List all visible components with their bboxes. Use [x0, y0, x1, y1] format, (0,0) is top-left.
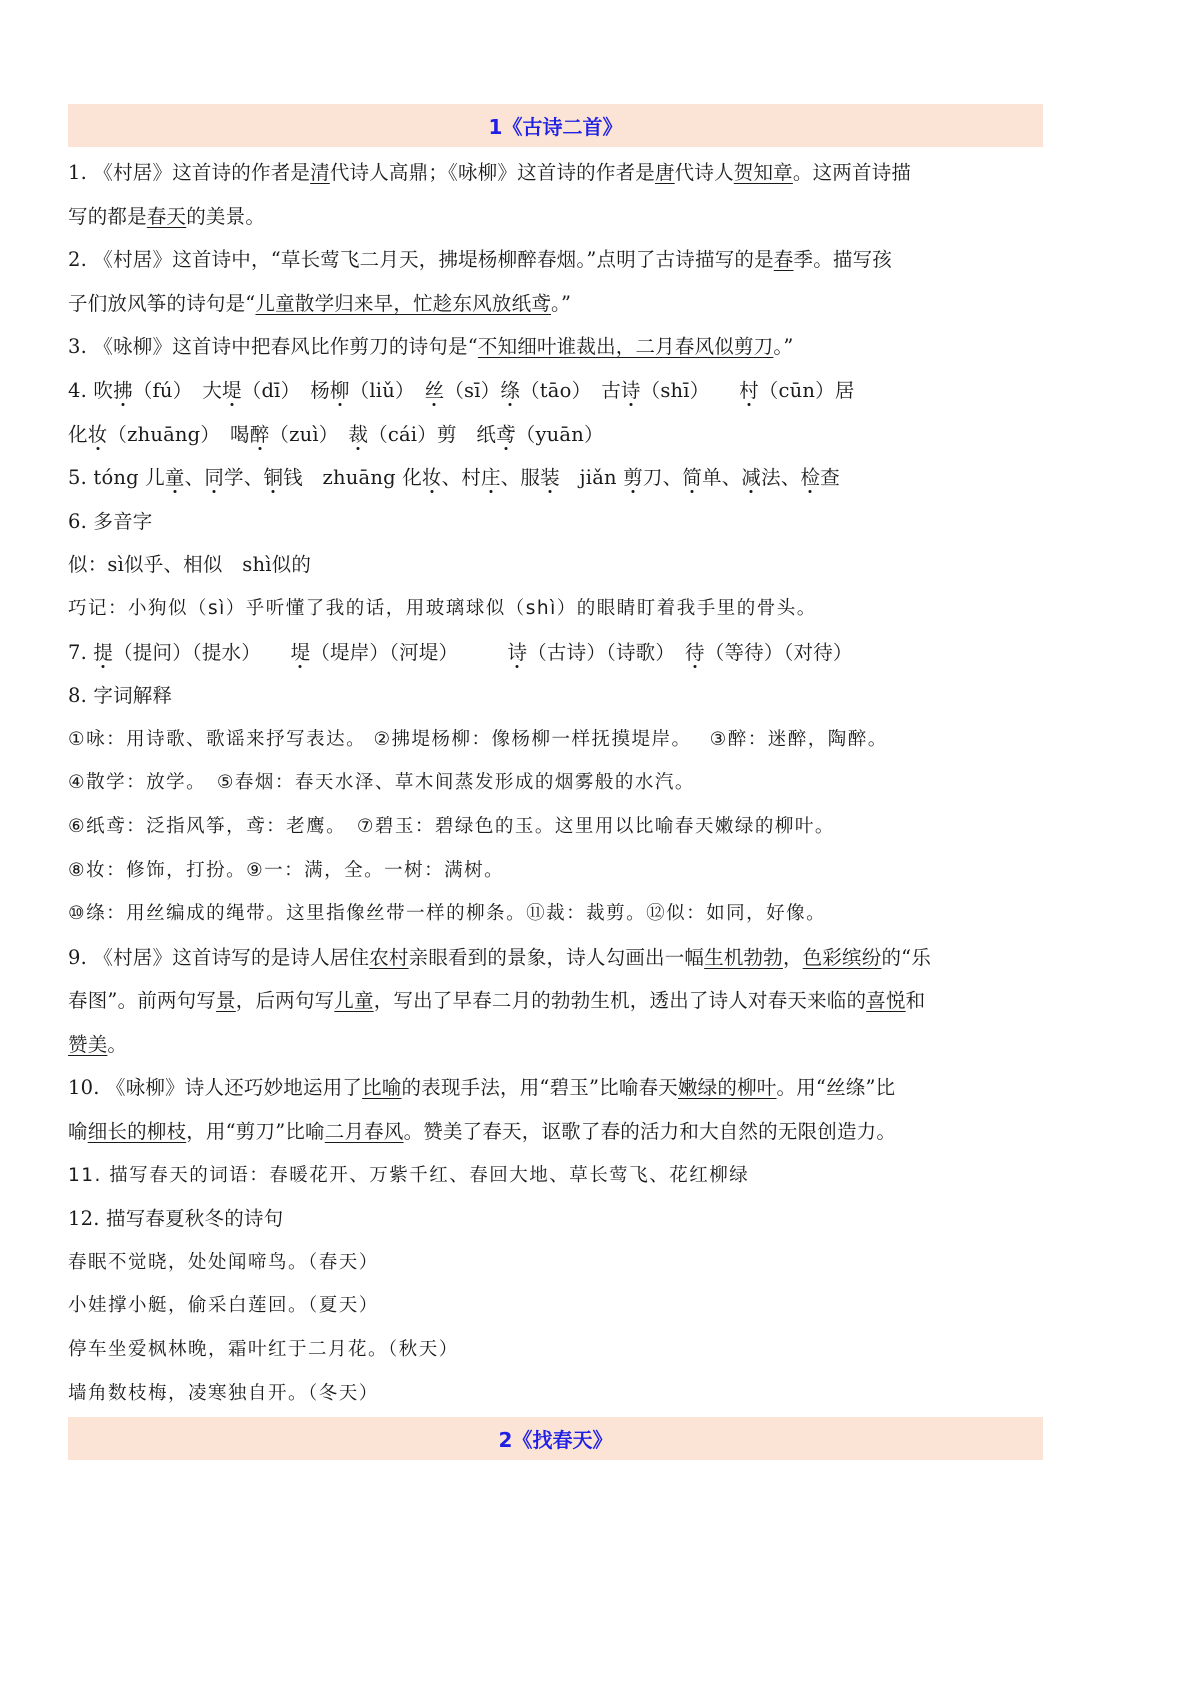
- emphasis-dot-char: 诗: [620, 378, 641, 402]
- text-segment: 、村: [441, 466, 482, 490]
- section-title-1: 1《古诗二首》: [488, 115, 623, 139]
- item-6-heading: 6. 多音字: [68, 509, 153, 533]
- emphasis-dot-char: 鸢: [496, 422, 516, 446]
- text-segment: 学、: [224, 466, 264, 490]
- item-1-line-1: [68, 151, 1043, 195]
- answer-underline: 比喻: [362, 1076, 402, 1100]
- text-segment: jiǎn: [559, 466, 624, 490]
- item-1-line-2: [68, 195, 1043, 239]
- item-6-polyphone: 似：sì似乎、相似 shì似的: [68, 553, 312, 577]
- item-9-line-2: [68, 979, 1043, 1023]
- text-segment: （shī）: [640, 378, 740, 402]
- emphasis-dot-char: 绦: [500, 378, 521, 402]
- emphasis-dot-char: 装: [540, 466, 560, 490]
- emphasis-dot-char: 待: [685, 640, 705, 664]
- emphasis-dot-char: 诗: [507, 640, 528, 664]
- item-6-mnemonic: 巧记：小狗似（sì）乎听懂了我的话，用玻璃球似（shì）的眼睛盯着我手里的骨头。: [68, 597, 817, 619]
- text-segment: 喻: [68, 1120, 88, 1144]
- emphasis-dot-char: 妆: [421, 466, 442, 490]
- emphasis-dot-char: 同: [204, 466, 225, 490]
- section-title-2: 2《找春天》: [498, 1428, 613, 1453]
- item-10-line-1: [68, 1066, 1043, 1110]
- item-4-line-1: [68, 369, 1043, 413]
- text-segment: 2. 《村居》这首诗中，“草长莺飞二月天，拂堤杨柳醉春烟。”点明了古诗描写的是: [68, 248, 774, 272]
- text-segment: 的表现手法，用“碧玉”比喻春天: [401, 1076, 678, 1100]
- text-segment: （cūn）居: [758, 378, 855, 402]
- emphasis-dot-char: 丝: [424, 378, 445, 402]
- text-segment: 。: [107, 1032, 128, 1056]
- text-segment: 法、: [761, 466, 801, 490]
- text-segment: （cái）剪 纸: [368, 422, 497, 446]
- answer-underline: 儿童: [334, 989, 374, 1013]
- answer-underline: 喜悦: [866, 989, 906, 1013]
- emphasis-dot-char: 裁: [348, 422, 369, 446]
- item-3-line-1: [68, 325, 1043, 369]
- item-11-line-1: 11. 描写春天的词语：春暖花开、万紫千红、春回大地、草长莺飞、花红柳绿: [68, 1164, 750, 1186]
- text-segment: 和: [905, 989, 926, 1013]
- text-segment: 化: [68, 422, 88, 446]
- poem-spring: 春眠不觉晓，处处闻啼鸟。（春天）: [68, 1251, 379, 1273]
- text-segment: 春图”。前两句写: [68, 989, 217, 1013]
- emphasis-dot-char: 童: [164, 466, 185, 490]
- item-8-def-5: ⑩绦：用丝编成的绳带。这里指像丝带一样的柳条。⑪裁：裁剪。⑫似：如同，好像。: [68, 903, 827, 925]
- item-8-def-2: ④散学：放学。 ⑤春烟：春天水泽、草木间蒸发形成的烟雾般的水汽。: [68, 772, 695, 794]
- text-segment: （古诗）（诗歌）: [527, 640, 686, 664]
- answer-underline: 清: [310, 161, 330, 184]
- item-8-def-3: ⑥纸鸢：泛指风筝，鸢：老鹰。 ⑦碧玉：碧绿色的玉。这里用以比喻春天嫩绿的柳叶。: [68, 815, 835, 837]
- text-segment: 刀、: [642, 466, 683, 490]
- item-2-line-2: [68, 282, 1043, 326]
- text-segment: （liǔ）: [349, 378, 425, 402]
- answer-underline: 唐: [654, 161, 675, 184]
- text-segment: 亲眼看到的景象，诗人勾画出一幅: [408, 945, 705, 969]
- emphasis-dot-char: 庄: [481, 466, 501, 490]
- text-segment: 季。描写孩: [793, 248, 893, 272]
- document-page: [68, 104, 1043, 1460]
- emphasis-dot-char: 简: [682, 466, 703, 490]
- answer-underline: 赞美: [68, 1032, 108, 1056]
- text-segment: 4. 吹: [68, 378, 114, 402]
- text-segment: 10. 《咏柳》诗人还巧妙地运用了: [68, 1076, 363, 1100]
- text-segment: 查: [820, 466, 840, 490]
- text-segment: （tāo） 古: [520, 378, 621, 402]
- answer-underline: 春天: [146, 204, 187, 228]
- text-segment: ，用“剪刀”比喻: [186, 1120, 325, 1144]
- text-segment: ，: [782, 945, 803, 969]
- text-segment: 。赞美了春天，讴歌了春的活力和大自然的无限创造力。: [403, 1120, 897, 1144]
- text-segment: 代诗人高鼎；《咏柳》这首诗的作者是: [329, 161, 655, 184]
- text-segment: 1. 《村居》这首诗的作者是: [68, 161, 311, 184]
- text-segment: （堤岸）（河堤）: [310, 640, 508, 664]
- item-8-heading: 8. 字词解释: [68, 684, 173, 708]
- text-segment: 钱 zhuāng 化: [283, 466, 422, 490]
- text-segment: ，写出了早春二月的勃勃生机，透出了诗人对春天来临的: [373, 989, 867, 1013]
- emphasis-dot-char: 减: [741, 466, 762, 490]
- text-segment: （提问）（提水）: [113, 640, 291, 664]
- text-segment: 的“乐: [881, 945, 932, 969]
- text-segment: 9. 《村居》这首诗写的是诗人居住: [68, 945, 370, 969]
- text-segment: 5. tóng 儿: [68, 466, 165, 490]
- text-segment: 。”: [773, 335, 794, 359]
- emphasis-dot-char: 铜: [263, 466, 284, 490]
- text-segment: （zhuāng） 喝: [107, 422, 250, 446]
- text-segment: 3. 《咏柳》这首诗中把春风比作剪刀的诗句是“: [68, 335, 478, 359]
- text-segment: 单、: [702, 466, 742, 490]
- text-segment: 。用“丝绦”比: [776, 1076, 896, 1100]
- text-segment: 写的都是: [68, 204, 147, 228]
- poem-winter: 墙角数枝梅，凌寒独自开。（冬天）: [68, 1382, 379, 1404]
- item-8-def-1: ①咏：用诗歌、歌谣来抒写表达。 ②拂堤杨柳：像杨柳一样抚摸堤岸。 ③醉：迷醉，陶醉。: [68, 728, 888, 750]
- text-segment: （zuì）: [269, 422, 349, 446]
- item-5-line-1: [68, 456, 1043, 500]
- section-header-2: [68, 1417, 1043, 1460]
- text-segment: 7.: [68, 640, 94, 664]
- text-segment: （dī） 杨: [241, 378, 330, 402]
- answer-underline: 色彩缤纷: [802, 945, 882, 969]
- text-segment: ，后两句写: [235, 989, 335, 1013]
- text-segment: 。”: [551, 291, 572, 315]
- emphasis-dot-char: 检: [800, 466, 821, 490]
- answer-underline: 不知细叶谁裁出，二月春风似剪刀: [477, 335, 774, 359]
- item-7-line-1: [68, 631, 1043, 675]
- answer-underline: 农村: [369, 945, 409, 969]
- emphasis-dot-char: 提: [93, 640, 114, 664]
- answer-underline: 嫩绿的柳叶: [677, 1076, 777, 1100]
- answer-underline: 细长的柳枝: [87, 1120, 187, 1144]
- text-segment: 。这两首诗描: [792, 161, 912, 184]
- item-8-def-4: ⑧妆：修饰，打扮。⑨一：满，全。一树：满树。: [68, 859, 505, 881]
- text-segment: （yuān）: [515, 422, 604, 446]
- emphasis-dot-char: 拂: [113, 378, 133, 402]
- text-segment: 子们放风筝的诗句是“: [68, 291, 256, 315]
- poem-summer: 小娃撑小艇，偷采白莲回。（夏天）: [68, 1295, 379, 1317]
- text-segment: （sī）: [444, 378, 501, 402]
- item-4-line-2: [68, 413, 1043, 457]
- answer-underline: 景: [216, 989, 236, 1013]
- emphasis-dot-char: 柳: [329, 378, 350, 402]
- text-segment: 、服: [500, 466, 541, 490]
- answer-underline: 儿童散学归来早，忙趁东风放纸鸢: [255, 291, 551, 315]
- emphasis-dot-char: 村: [739, 378, 759, 402]
- text-segment: 、: [184, 466, 205, 490]
- item-2-line-1: [68, 238, 1043, 282]
- answer-underline: 生机勃勃: [704, 945, 783, 969]
- answer-underline: 春: [773, 248, 794, 272]
- emphasis-dot-char: 堤: [290, 640, 311, 664]
- poem-autumn: 停车坐爱枫林晚，霜叶红于二月花。（秋天）: [68, 1339, 459, 1361]
- answer-underline: 贺知章: [733, 161, 793, 184]
- emphasis-dot-char: 醉: [249, 422, 270, 446]
- emphasis-dot-char: 剪: [623, 466, 643, 490]
- item-9-line-3: [68, 1023, 1043, 1067]
- text-segment: 代诗人: [674, 161, 734, 184]
- item-10-line-2: [68, 1110, 1043, 1154]
- emphasis-dot-char: 堤: [222, 378, 242, 402]
- section-header-1: [68, 104, 1043, 147]
- text-segment: 的美景。: [186, 204, 266, 228]
- text-segment: （fú） 大: [132, 378, 223, 402]
- item-9-line-1: [68, 936, 1043, 980]
- answer-underline: 二月春风: [324, 1120, 404, 1144]
- emphasis-dot-char: 妆: [87, 422, 108, 446]
- text-segment: （等待）（对待）: [704, 640, 853, 664]
- item-12-heading: 12. 描写春夏秋冬的诗句: [68, 1207, 284, 1231]
